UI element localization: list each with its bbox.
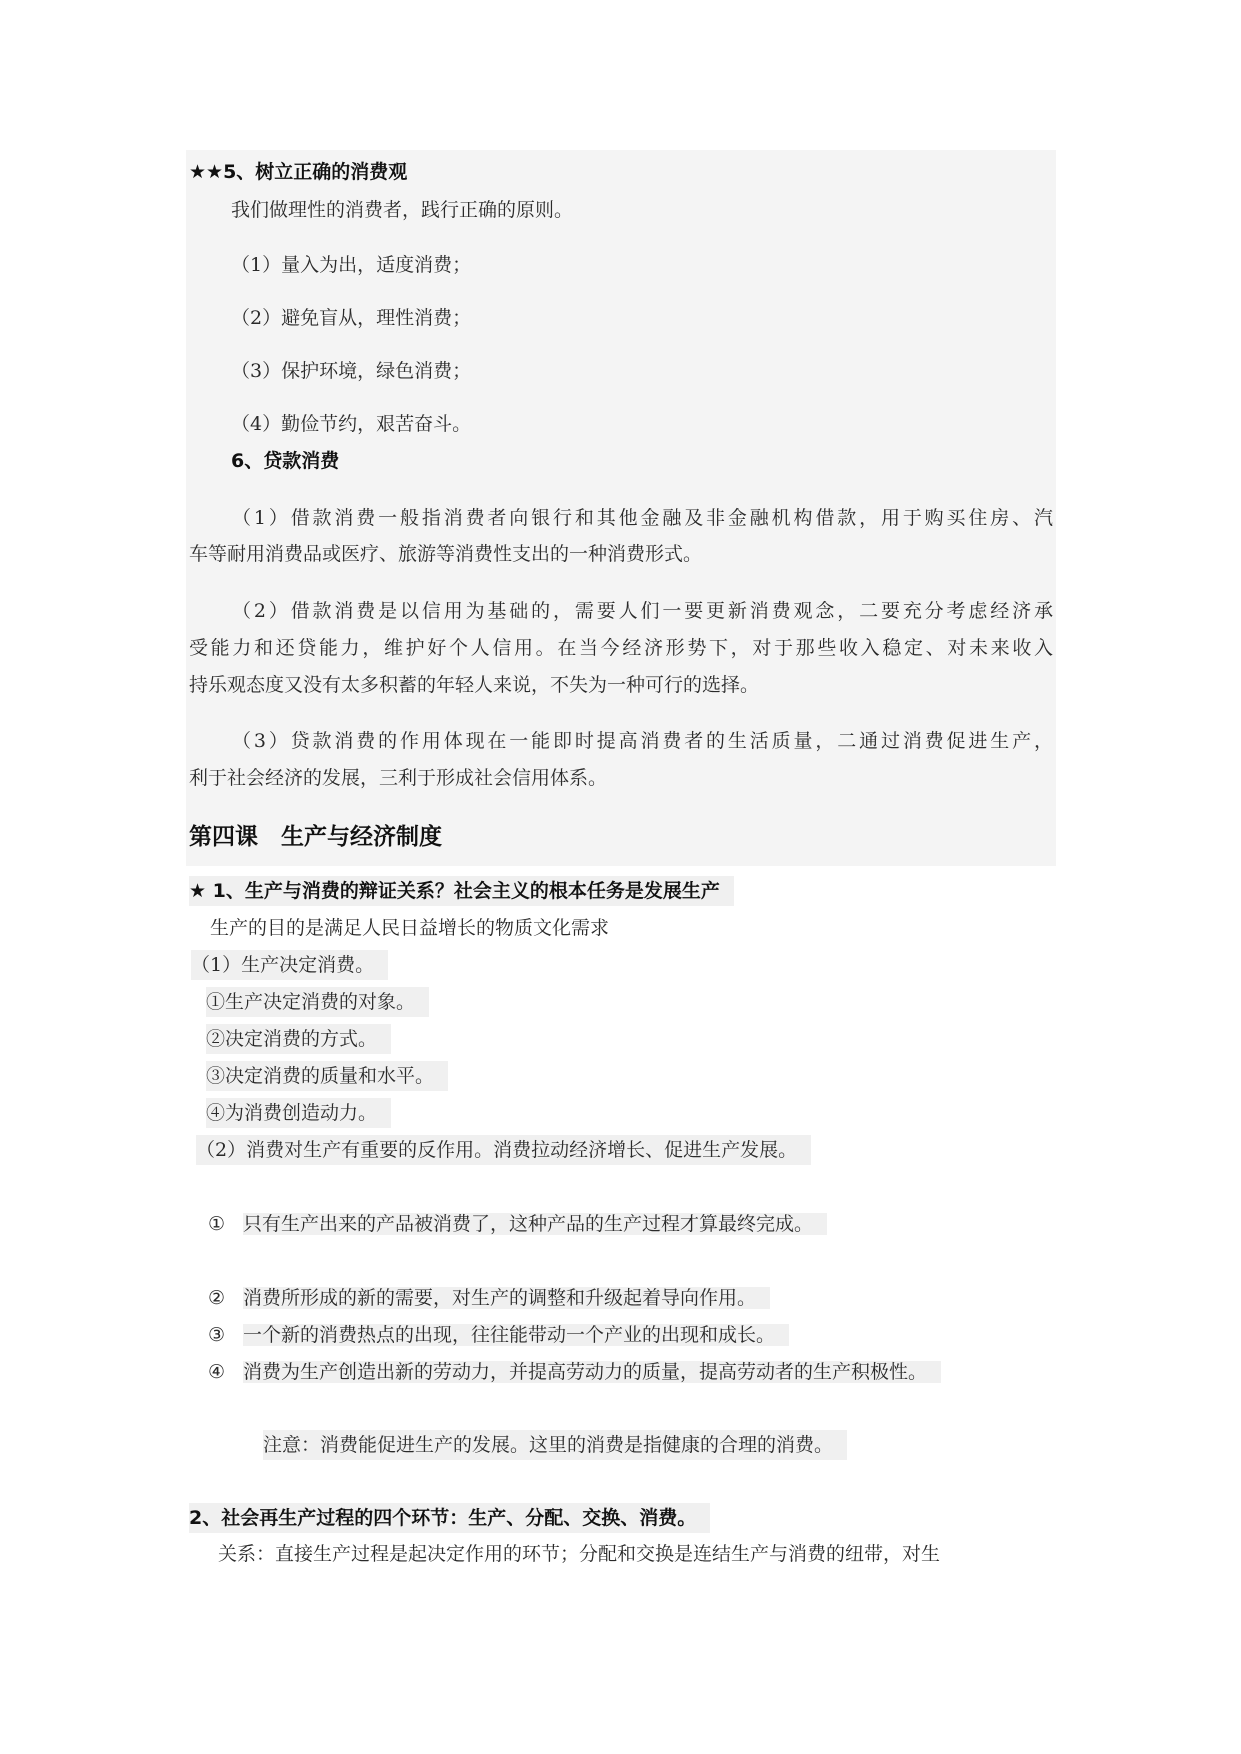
list-item: ④为消费创造动力。 (206, 1098, 391, 1128)
production-purpose: 生产的目的是满足人民日益增长的物质文化需求 (210, 917, 610, 939)
list-item: ②决定消费的方式。 (206, 1024, 391, 1054)
part2-heading: （2）消费对生产有重要的反作用。消费拉动经济增长、促进生产发展。 (196, 1135, 811, 1165)
q1-heading: ★ 1、生产与消费的辩证关系？社会主义的根本任务是发展生产 (189, 876, 734, 906)
paragraph-line: 受能力和还贷能力，维护好个人信用。在当今经济形势下，对于那些收入稳定、对未来收入 (189, 637, 1053, 659)
list-item: ①生产决定消费的对象。 (206, 987, 429, 1017)
section5-heading: ★★5、树立正确的消费观 (189, 161, 408, 183)
part1-heading: （1）生产决定消费。 (191, 950, 388, 980)
list-item: （1）量入为出，适度消费； (231, 254, 472, 276)
list-item: ④ 消费为生产创造出新的劳动力，并提高劳动力的质量，提高劳动者的生产积极性。 (208, 1357, 941, 1387)
list-item: （4）勤俭节约，艰苦奋斗。 (231, 413, 472, 435)
list-item: （2）避免盲从，理性消费； (231, 307, 472, 329)
list-number: ② (208, 1287, 226, 1309)
paragraph-line: （3）贷款消费的作用体现在一能即时提高消费者的生活质量，二通过消费促进生产， (232, 730, 1053, 752)
paragraph-line: （2）借款消费是以信用为基础的，需要人们一要更新消费观念，二要充分考虑经济承 (232, 600, 1053, 622)
section6-heading: 6、贷款消费 (231, 450, 340, 472)
paragraph-line: （1）借款消费一般指消费者向银行和其他金融及非金融机构借款，用于购买住房、汽 (232, 507, 1053, 529)
note: 注意：消费能促进生产的发展。这里的消费是指健康的合理的消费。 (263, 1430, 847, 1460)
list-item: ③决定消费的质量和水平。 (206, 1061, 448, 1091)
list-item: ② 消费所形成的新的需要，对生产的调整和升级起着导向作用。 (208, 1283, 770, 1313)
list-item: ① 只有生产出来的产品被消费了，这种产品的生产过程才算最终完成。 (208, 1209, 827, 1239)
lesson-title: 第四课 生产与经济制度 (189, 824, 442, 850)
q2-relation: 关系：直接生产过程是起决定作用的环节；分配和交换是连结生产与消费的纽带，对生 (218, 1543, 941, 1565)
paragraph-line: 车等耐用消费品或医疗、旅游等消费性支出的一种消费形式。 (189, 543, 703, 565)
list-number: ④ (208, 1361, 226, 1383)
q2-heading: 2、社会再生产过程的四个环节：生产、分配、交换、消费。 (189, 1503, 710, 1533)
paragraph-line: 利于社会经济的发展，三利于形成社会信用体系。 (189, 767, 608, 789)
section5-intro: 我们做理性的消费者，践行正确的原则。 (231, 199, 574, 221)
list-item: ③ 一个新的消费热点的出现，往往能带动一个产业的出现和成长。 (208, 1320, 789, 1350)
star-icon: ★★ (189, 161, 224, 183)
list-number: ① (208, 1213, 226, 1235)
list-item: （3）保护环境，绿色消费； (231, 360, 472, 382)
list-number: ③ (208, 1324, 226, 1346)
star-icon: ★ (189, 880, 207, 902)
paragraph-line: 持乐观态度又没有太多积蓄的年轻人来说，不失为一种可行的选择。 (189, 674, 760, 696)
